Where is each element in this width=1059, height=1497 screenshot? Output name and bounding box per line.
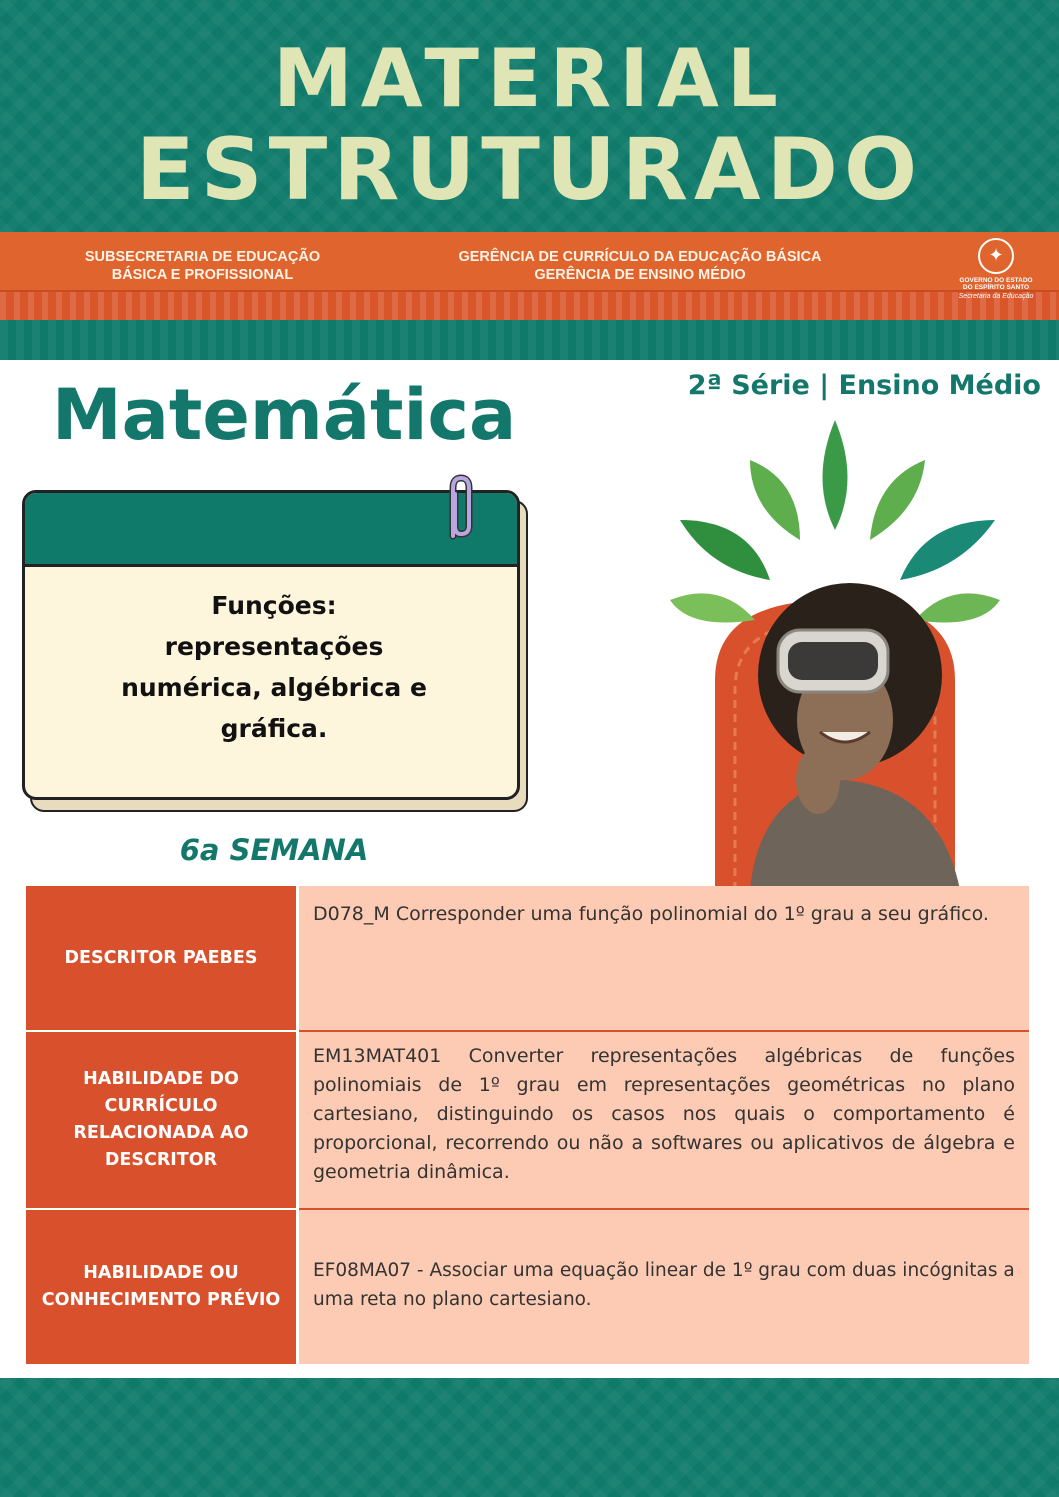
row-label: HABILIDADE DO CURRÍCULO RELACIONADA AO DESCRITOR <box>26 1032 296 1208</box>
row-label: HABILIDADE OU CONHECIMENTO PRÉVIO <box>26 1210 296 1364</box>
topic-text <box>45 585 503 749</box>
org-left-line2: BÁSICA E PROFISSIONAL <box>111 267 294 283</box>
paperclip-icon <box>441 474 477 544</box>
topic-line1: Funções: <box>211 591 337 620</box>
row-label: DESCRITOR PAEBES <box>26 886 296 1030</box>
header-title-line2: ESTRUTURADO <box>135 120 924 220</box>
state-emblem <box>956 236 1036 316</box>
topic-line4: gráfica. <box>220 714 328 743</box>
subject-title: Matemática <box>52 374 517 456</box>
footer-banner <box>0 1378 1059 1497</box>
emblem-line1: GOVERNO DO ESTADO <box>959 277 1033 284</box>
org-right-line1: GERÊNCIA DE CURRÍCULO DA EDUCAÇÃO BÁSICA <box>458 249 822 265</box>
grade-label: 2ª Série | Ensino Médio <box>687 370 1041 401</box>
student-vr-illustration <box>660 420 1010 890</box>
table-row-prior-knowledge <box>26 1210 1029 1364</box>
row-value: EM13MAT401 Converter representações algébricas de funções polinomiais de 1º grau em representações geométricas no plano cartesiano, distinguindo os casos nos quais o comportamento é proporcional, recorrendo ou não a softwares ou aplicativos de álgebra e geometria dinâmica. <box>299 1032 1029 1208</box>
org-banner-pattern <box>0 290 1059 320</box>
org-left <box>60 248 345 284</box>
descriptor-table <box>26 886 1029 1364</box>
emblem-line2: DO ESPÍRITO SANTO <box>962 284 1030 291</box>
org-right-line2: GERÊNCIA DE ENSINO MÉDIO <box>534 267 746 283</box>
org-left-line1: SUBSECRETARIA DE EDUCAÇÃO <box>84 249 321 265</box>
header-title-line1: MATERIAL <box>273 32 786 125</box>
row-value: D078_M Corresponder uma função polinomial do 1º grau a seu gráfico. <box>299 886 1029 1030</box>
table-row-curriculum-skill <box>26 1032 1029 1208</box>
state-coat-of-arms-icon: ✦ <box>978 238 1014 274</box>
header-bottom-band <box>0 320 1059 360</box>
table-row-descriptor <box>26 886 1029 1030</box>
emblem-subtitle: Secretaria da Educação <box>958 293 1034 300</box>
emblem-text <box>956 277 1036 291</box>
topic-line3: numérica, algébrica e <box>121 673 427 702</box>
week-label: 6a SEMANA <box>179 833 369 867</box>
row-value: EF08MA07 - Associar uma equação linear de 1º grau com duas incógnitas a uma reta no plano cartesiano. <box>299 1210 1029 1364</box>
org-right <box>430 248 850 284</box>
topic-line2: representações <box>164 632 384 661</box>
